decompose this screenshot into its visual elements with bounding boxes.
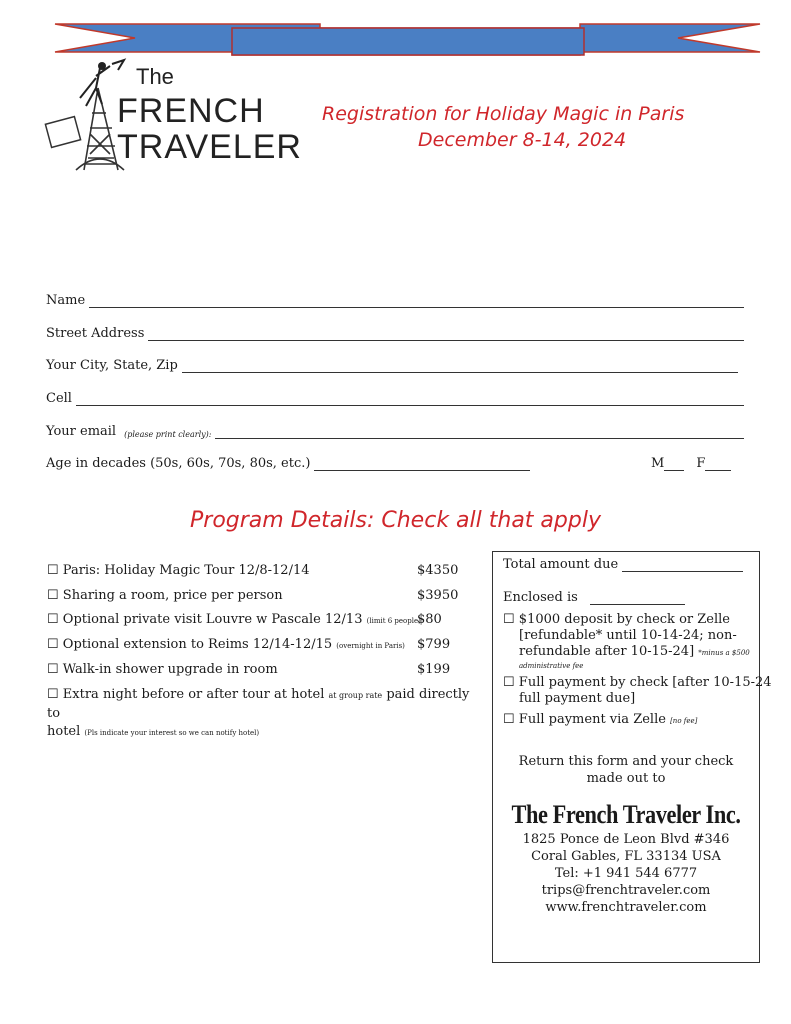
city-state-zip-label: Your City, State, Zip	[46, 358, 178, 373]
checkbox[interactable]: ☐	[47, 612, 59, 627]
m-label: M	[651, 456, 665, 471]
logo-french-text: FRENCH	[117, 92, 265, 130]
name-label: Name	[46, 293, 86, 308]
registration-dates: December 8-14, 2024	[418, 129, 627, 151]
email-line[interactable]	[215, 426, 744, 439]
phone: Tel: +1 941 544 6777	[554, 866, 698, 881]
enclosed-label: Enclosed is	[503, 590, 578, 605]
option-label: Extra night before or after tour at hotel	[62, 687, 325, 702]
email-field[interactable]	[46, 424, 744, 439]
return-line2: made out to	[586, 771, 666, 786]
option-label-hotel: hotel	[47, 724, 81, 739]
name-line[interactable]	[89, 295, 744, 308]
zelle-line1: Full payment via Zelle	[518, 712, 666, 727]
total-line[interactable]	[622, 559, 743, 572]
option-extra-night[interactable]	[47, 686, 477, 742]
option-holiday-magic-tour[interactable]	[47, 563, 467, 578]
option-note: at group rate	[328, 691, 383, 700]
enclosed-field[interactable]	[503, 590, 685, 605]
f-label: F	[696, 456, 706, 471]
option-price: $199	[417, 662, 451, 677]
checkbox[interactable]: ☐	[47, 687, 59, 702]
age-field[interactable]	[46, 456, 530, 471]
option-label: Sharing a room, price per person	[62, 588, 283, 603]
check-line1: Full payment by check [after 10-15-24	[518, 675, 772, 690]
city-state-zip-field[interactable]	[46, 358, 738, 373]
checkbox[interactable]: ☐	[47, 563, 59, 578]
enclosed-line[interactable]	[590, 592, 685, 605]
logo-traveler-text: TRAVELER	[117, 128, 302, 166]
payment-deposit-option[interactable]	[503, 612, 755, 671]
deposit-note2: administrative fee	[519, 662, 584, 670]
option-label: Walk-in shower upgrade in room	[62, 662, 278, 677]
option-label-continued: paid directly to	[47, 687, 470, 721]
option-reims-extension[interactable]	[47, 637, 467, 652]
return-instructions	[492, 753, 760, 787]
gender-field[interactable]	[651, 456, 731, 471]
deposit-line2: [refundable* until 10-14-24; non-	[519, 628, 737, 643]
option-note: (limit 6 people)	[366, 617, 421, 625]
street-address-label: Street Address	[46, 326, 145, 341]
option-shower-upgrade[interactable]	[47, 662, 467, 677]
checkbox[interactable]: ☐	[47, 637, 59, 652]
option-note-hotel: (Pls indicate your interest so we can notify hotel)	[84, 729, 260, 737]
street-address-field[interactable]	[46, 326, 744, 341]
option-price: $799	[417, 637, 451, 652]
deposit-note: *minus a $500	[698, 649, 750, 657]
option-sharing-room[interactable]	[47, 588, 467, 603]
total-label: Total amount due	[503, 557, 619, 572]
zelle-note: [no fee]	[670, 717, 698, 725]
deposit-line1: $1000 deposit by check or Zelle	[518, 612, 730, 627]
email-note: (please print clearly):	[124, 430, 212, 439]
website-link[interactable]: www.frenchtraveler.com	[545, 900, 707, 915]
option-price: $4350	[417, 563, 459, 578]
option-label: Paris: Holiday Magic Tour 12/8-12/14	[62, 563, 310, 578]
logo-the-text: The	[136, 64, 174, 89]
option-label: Optional extension to Reims 12/14-12/15	[62, 637, 333, 652]
deposit-line3: refundable after 10-15-24]	[519, 644, 695, 659]
option-price: $80	[417, 612, 442, 627]
option-label: Optional private visit Louvre w Pascale 12/13	[62, 612, 363, 627]
name-field[interactable]	[46, 293, 744, 308]
f-line[interactable]	[705, 458, 731, 471]
company-contact	[492, 831, 760, 916]
age-line[interactable]	[314, 458, 530, 471]
payment-check-option[interactable]	[503, 675, 772, 707]
city-state-zip-line[interactable]	[182, 360, 738, 373]
check-line2: full payment due]	[519, 691, 636, 706]
address-line1: 1825 Ponce de Leon Blvd #346	[522, 832, 730, 847]
option-price: $3950	[417, 588, 459, 603]
return-line1: Return this form and your check	[518, 754, 734, 769]
option-louvre-visit[interactable]	[47, 612, 467, 627]
email-label: Your email	[46, 424, 117, 439]
cell-label: Cell	[46, 391, 72, 406]
checkbox[interactable]: ☐	[503, 612, 515, 627]
program-details-title: Program Details: Check all that apply	[190, 508, 601, 533]
payment-zelle-option[interactable]	[503, 712, 755, 727]
street-address-line[interactable]	[148, 328, 744, 341]
total-amount-field[interactable]	[503, 557, 743, 572]
checkbox[interactable]: ☐	[47, 588, 59, 603]
address-line2: Coral Gables, FL 33134 USA	[531, 849, 721, 864]
checkbox[interactable]: ☐	[503, 675, 515, 690]
cell-field[interactable]	[46, 391, 744, 406]
age-label: Age in decades (50s, 60s, 70s, 80s, etc.)	[46, 456, 311, 471]
checkbox[interactable]: ☐	[503, 712, 515, 727]
option-note: (overnight in Paris)	[336, 642, 405, 650]
company-name: The French Traveler Inc.	[511, 800, 741, 829]
company-name-wrap	[492, 800, 760, 830]
m-line[interactable]	[664, 458, 684, 471]
registration-title: Registration for Holiday Magic in Paris	[322, 103, 685, 125]
checkbox[interactable]: ☐	[47, 662, 59, 677]
email-link[interactable]: trips@frenchtraveler.com	[541, 883, 711, 898]
cell-line[interactable]	[76, 393, 744, 406]
